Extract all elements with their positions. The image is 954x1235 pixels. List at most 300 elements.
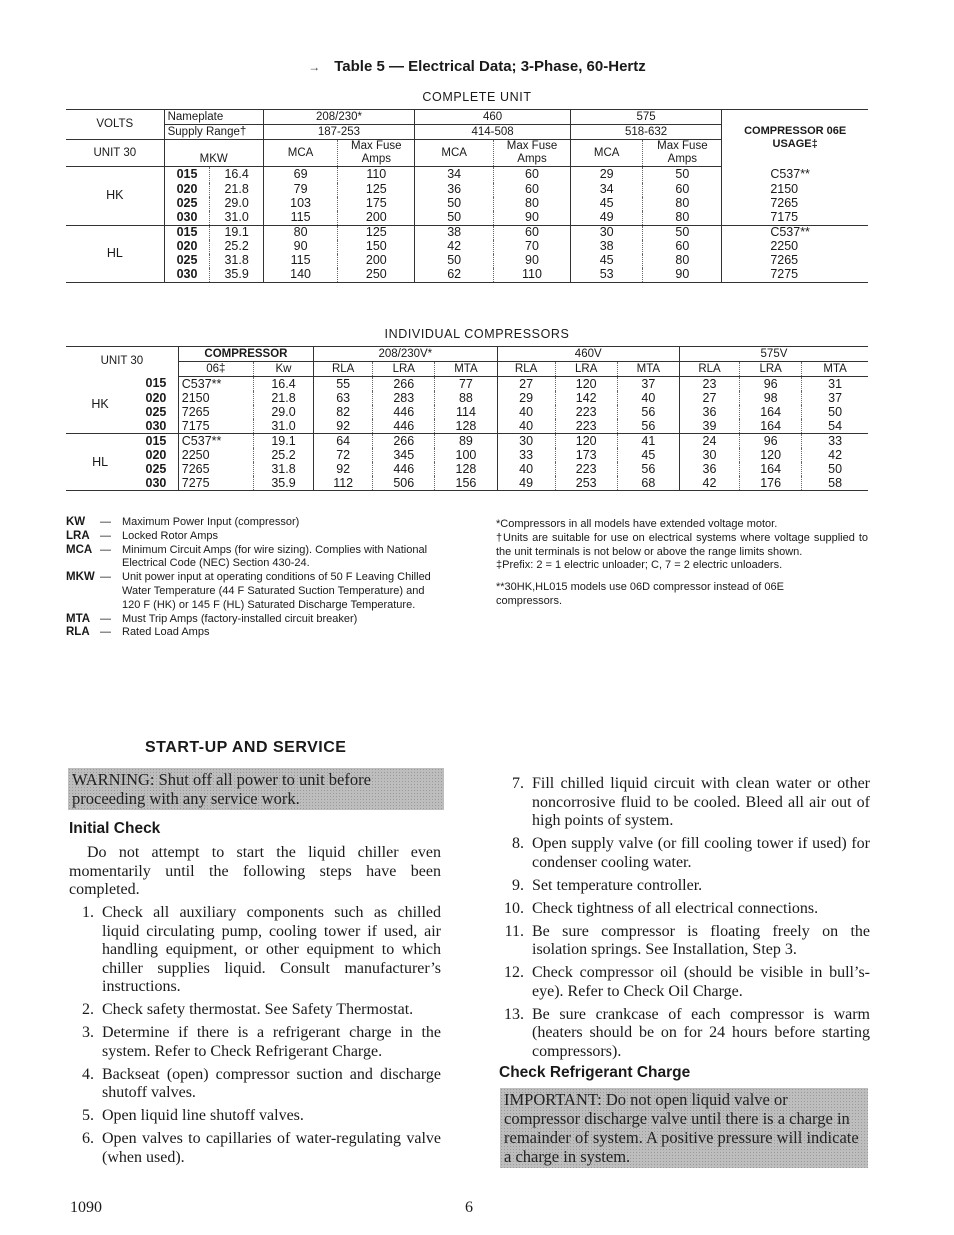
- legend-entry: [66, 626, 444, 640]
- table-row: [66, 167, 868, 183]
- voltage-575-header: 575V: [679, 347, 868, 362]
- table-cell: 223: [555, 419, 617, 434]
- document-number: 1090: [70, 1199, 102, 1216]
- legend-dash: —: [100, 529, 111, 542]
- table-cell: 37: [617, 377, 679, 392]
- table-cell: 164: [740, 462, 802, 476]
- table-cell: 25.2: [210, 240, 263, 254]
- unit-size-cell: 020: [145, 448, 167, 462]
- table-cell: 120: [555, 377, 617, 392]
- step-number: 12.: [504, 964, 524, 981]
- table-cell: 114: [435, 405, 497, 419]
- unit-size-cell: 020: [164, 183, 210, 197]
- range-v1: 187-253: [263, 125, 414, 140]
- step-number: 8.: [512, 835, 524, 852]
- table-row: [66, 476, 868, 491]
- table-cell: 63: [314, 391, 373, 405]
- legend-key: RLA: [66, 626, 90, 639]
- revision-arrow-icon: →: [308, 60, 321, 74]
- table-cell: 125: [338, 183, 415, 197]
- table-cell: 56: [617, 462, 679, 476]
- individual-compressors-caption: INDIVIDUAL COMPRESSORS: [384, 327, 570, 341]
- table-cell: 115: [263, 211, 338, 226]
- legend-dash: —: [100, 543, 111, 556]
- table-cell: 142: [555, 391, 617, 405]
- mta-header-1: MTA: [435, 362, 497, 377]
- legend-value: Must Trip Amps (factory-installed circuit breaker): [122, 612, 358, 625]
- supply-range-label: Supply Range†: [164, 125, 263, 140]
- table-cell: 24: [679, 434, 739, 449]
- table-cell: 29.0: [253, 405, 313, 419]
- voltage-208-header: 208/230V*: [314, 347, 497, 362]
- compressor-usage-header: COMPRESSOR 06E USAGE‡: [722, 110, 868, 167]
- table-cell: 16.4: [210, 167, 263, 183]
- table-cell: 50: [643, 225, 722, 240]
- table-cell: 23: [679, 377, 739, 392]
- step-item: [494, 964, 870, 1001]
- nameplate-v1: 208/230*: [263, 110, 414, 125]
- table-cell: 266: [373, 434, 435, 449]
- table-title-text: Table 5 — Electrical Data; 3-Phase, 60-Hertz: [334, 58, 646, 75]
- table-cell: 7175: [722, 211, 868, 226]
- rla-header-3: RLA: [679, 362, 739, 377]
- table-cell: 446: [373, 405, 435, 419]
- table-cell: 150: [338, 240, 415, 254]
- table-cell: 60: [494, 183, 571, 197]
- table-cell: 223: [555, 405, 617, 419]
- table-cell: 80: [643, 197, 722, 211]
- table-cell: 140: [263, 268, 338, 283]
- table-cell: 29: [570, 167, 643, 183]
- table-cell: 112: [314, 476, 373, 491]
- mta-header-2: MTA: [617, 362, 679, 377]
- table-cell: 176: [740, 476, 802, 491]
- table-cell: 164: [740, 419, 802, 434]
- table-cell: 40: [497, 419, 555, 434]
- table-cell: 42: [802, 448, 868, 462]
- step-item: [494, 900, 870, 919]
- nameplate-label: Nameplate: [164, 110, 263, 125]
- unit-size-cell: 015: [164, 167, 210, 183]
- section-heading: START-UP AND SERVICE: [145, 739, 347, 756]
- table-cell: 250: [338, 268, 415, 283]
- complete-unit-table: [66, 109, 868, 283]
- table-cell: 506: [373, 476, 435, 491]
- step-text: Open supply valve (or fill cooling tower if used) for condenser cooling water.: [532, 835, 870, 871]
- step-text: Open liquid line shutoff valves.: [102, 1107, 304, 1124]
- table-cell: 77: [435, 377, 497, 392]
- table-cell: 50: [415, 197, 494, 211]
- table-cell: 42: [679, 476, 739, 491]
- table-cell: 90: [263, 240, 338, 254]
- table-cell: 29.0: [210, 197, 263, 211]
- table-row: [66, 377, 868, 392]
- table-cell: 33: [802, 434, 868, 449]
- table-cell: 19.1: [210, 225, 263, 240]
- legend-entry: [66, 530, 444, 544]
- table-cell: 34: [415, 167, 494, 183]
- footnote-star: *Compressors in all models have extended voltage motor.: [496, 518, 778, 530]
- table-cell: 80: [494, 197, 571, 211]
- step-item: [494, 775, 870, 831]
- step-number: 13.: [504, 1005, 524, 1023]
- legend-key: KW: [66, 516, 86, 528]
- unit-group-label: HL: [66, 434, 134, 491]
- table-row: [66, 268, 868, 283]
- unit-size-cell: 025: [164, 197, 210, 211]
- mkw-label: MKW: [164, 140, 263, 167]
- table-cell: 7275: [722, 268, 868, 283]
- table-cell: 30: [497, 434, 555, 449]
- step-number: 5.: [82, 1107, 94, 1124]
- lra-header-1: LRA: [373, 362, 435, 377]
- footnote-double-star: **30HK,HL015 models use 06D compressor instead of 06E compressors.: [496, 581, 784, 607]
- unit-size-cell: 030: [134, 419, 178, 434]
- table-cell: 41: [617, 434, 679, 449]
- step-text: Check all auxiliary components such as chilled liquid circulating pump, cooling tower if used, air handling equipment, or other equipment to which chiller supplies liquid. Consult manufacturer’s instructions.: [102, 904, 441, 995]
- legend-value: Maximum Power Input (compressor): [122, 516, 300, 528]
- table-cell: 7265: [178, 405, 253, 419]
- table-cell: C537**: [722, 225, 868, 240]
- table-row: [66, 225, 868, 240]
- table-cell: 80: [263, 225, 338, 240]
- step-number: 7.: [512, 775, 524, 792]
- table-cell: 27: [497, 377, 555, 392]
- step-item: [494, 877, 870, 896]
- table-cell: 19.1: [253, 434, 313, 449]
- table-cell: 345: [373, 448, 435, 462]
- unit-size-cell: 015: [145, 433, 167, 448]
- table-cell: 50: [802, 405, 868, 419]
- step-number: 2.: [82, 1001, 94, 1018]
- table-cell: C537**: [178, 434, 253, 449]
- unit-size-cell: 015: [145, 376, 167, 391]
- table-cell: 64: [314, 434, 373, 449]
- mca-header-1: MCA: [263, 140, 338, 167]
- table-cell: 7175: [178, 419, 253, 434]
- step-text: Check tightness of all electrical connections.: [532, 899, 819, 917]
- table-cell: 40: [497, 405, 555, 419]
- legend-value: Locked Rotor Amps: [122, 529, 218, 542]
- table-cell: 283: [373, 391, 435, 405]
- step-text: Check compressor oil (should be visible in bull’s-eye). Refer to Check Oil Charge.: [532, 964, 870, 1000]
- initial-check-intro: Do not attempt to start the liquid chiller even momentarily until the following steps have been completed.: [69, 844, 441, 898]
- table-cell: 50: [802, 462, 868, 476]
- table-row: [66, 391, 868, 405]
- unit-group-label: HK: [66, 167, 164, 226]
- lra-header-3: LRA: [740, 362, 802, 377]
- table-cell: 2250: [722, 240, 868, 254]
- maxfuse-header-1: Max Fuse Amps: [338, 140, 415, 167]
- table-footnotes: [496, 518, 868, 609]
- table-cell: 68: [617, 476, 679, 491]
- step-item: [494, 1006, 870, 1062]
- step-text: Determine if there is a refrigerant charge in the system. Refer to Check Refrigerant Charge.: [102, 1024, 441, 1060]
- table-cell: 82: [314, 405, 373, 419]
- step-number: 10.: [504, 899, 524, 917]
- table-cell: 120: [555, 434, 617, 449]
- table-cell: 2250: [178, 448, 253, 462]
- table-cell: 27: [679, 391, 739, 405]
- step-text: Be sure crankcase of each compressor is warm (heaters should be on for 24 hours before starting compressors).: [532, 1005, 870, 1060]
- table-cell: 79: [263, 183, 338, 197]
- table-cell: 54: [802, 419, 868, 434]
- table-cell: 21.8: [253, 391, 313, 405]
- table-cell: 49: [497, 476, 555, 491]
- table-cell: 30: [570, 225, 643, 240]
- unit-size-cell: 020: [164, 240, 210, 254]
- legend-key: MKW: [66, 571, 95, 584]
- table-cell: 50: [415, 211, 494, 226]
- table-cell: 92: [314, 419, 373, 434]
- table-cell: 50: [415, 254, 494, 268]
- table-cell: 446: [373, 462, 435, 476]
- table-cell: 90: [643, 268, 722, 283]
- table-row: [66, 197, 868, 211]
- step-item: [64, 1130, 441, 1167]
- table-cell: 120: [740, 448, 802, 462]
- rla-header-2: RLA: [497, 362, 555, 377]
- table-cell: 2150: [178, 391, 253, 405]
- legend-key: LRA: [66, 529, 90, 542]
- table-cell: 29: [497, 391, 555, 405]
- unit-size-cell: 030: [134, 476, 178, 491]
- legend-key: MCA: [66, 543, 93, 556]
- footnote-double-dagger: ‡Prefix: 2 = 1 electric unloader; C, 7 = 2 electric unloaders.: [496, 559, 783, 572]
- check-refrigerant-heading: Check Refrigerant Charge: [499, 1064, 691, 1081]
- table-cell: 80: [643, 254, 722, 268]
- table-cell: 2150: [722, 183, 868, 197]
- table-cell: 25.2: [253, 448, 313, 462]
- table-cell: 80: [643, 211, 722, 226]
- table-cell: 103: [263, 197, 338, 211]
- table-cell: 7265: [722, 254, 868, 268]
- unit-group-label: HL: [66, 225, 164, 282]
- table-cell: 58: [802, 476, 868, 491]
- table-cell: 45: [617, 448, 679, 462]
- unit-size-cell: 025: [145, 462, 167, 476]
- table-row: [66, 254, 868, 268]
- table-cell: 7265: [178, 462, 253, 476]
- legend-value: Rated Load Amps: [122, 626, 210, 639]
- legend-value: Unit power input at operating conditions of 50 F Leaving Chilled Water Temperature (44 F Saturated Suction Temperature) and 120 F (HK) or 145 F (HL) Saturated Discharge Temperature.: [122, 571, 431, 611]
- table-row: [66, 434, 868, 449]
- table-cell: 7275: [178, 476, 253, 491]
- table-row: [66, 240, 868, 254]
- table-cell: 30: [679, 448, 739, 462]
- step-item: [494, 923, 870, 960]
- table-cell: 128: [435, 462, 497, 476]
- table-cell: 36: [679, 405, 739, 419]
- table-cell: 90: [494, 254, 571, 268]
- legend-entry: [66, 544, 444, 572]
- step-number: 4.: [82, 1065, 94, 1083]
- table-cell: 62: [415, 268, 494, 283]
- step-number: 6.: [82, 1130, 94, 1147]
- legend-value: Minimum Circuit Amps (for wire sizing). Complies with National Electrical Code (NEC) Section 430-24.: [122, 543, 428, 570]
- table-cell: 100: [435, 448, 497, 462]
- table-cell: 38: [570, 240, 643, 254]
- table-row: [66, 405, 868, 419]
- step-text: Fill chilled liquid circuit with clean water or other noncorrosive fluid to be cooled. Bleed all air out of high points of system.: [532, 775, 870, 829]
- voltage-460-header: 460V: [497, 347, 679, 362]
- table-cell: 38: [415, 225, 494, 240]
- table-cell: 200: [338, 254, 415, 268]
- legend-key: MTA: [66, 612, 91, 625]
- step-number: 3.: [82, 1024, 94, 1041]
- compressor-header: COMPRESSOR: [178, 347, 313, 362]
- volts-label: VOLTS: [66, 110, 164, 140]
- table-cell: 7265: [722, 197, 868, 211]
- table-cell: 34: [570, 183, 643, 197]
- steps-list-left: [64, 904, 441, 1172]
- table-cell: 156: [435, 476, 497, 491]
- range-v2: 414-508: [415, 125, 571, 140]
- unit-size-cell: 025: [164, 254, 210, 268]
- unit-size-cell: 015: [164, 225, 210, 240]
- step-number: 9.: [512, 876, 524, 894]
- table-title: [0, 58, 954, 75]
- table-cell: 90: [494, 211, 571, 226]
- table-cell: 60: [494, 225, 571, 240]
- step-item: [494, 835, 870, 872]
- table-cell: 50: [643, 167, 722, 183]
- table-cell: 60: [643, 240, 722, 254]
- table-cell: 31.8: [253, 462, 313, 476]
- table-cell: 31.0: [210, 211, 263, 226]
- table-cell: 35.9: [210, 268, 263, 283]
- table-cell: 253: [555, 476, 617, 491]
- table-row: [66, 448, 868, 462]
- table-row: [66, 462, 868, 476]
- nameplate-v3: 575: [570, 110, 721, 125]
- unit-label-2: UNIT 30: [66, 347, 178, 377]
- step-text: Open valves to capillaries of water-regulating valve (when used).: [102, 1130, 441, 1166]
- table-cell: 96: [740, 377, 802, 392]
- complete-unit-caption: COMPLETE UNIT: [422, 90, 532, 104]
- table-cell: 40: [617, 391, 679, 405]
- table-cell: 56: [617, 405, 679, 419]
- table-cell: 72: [314, 448, 373, 462]
- nameplate-v2: 460: [415, 110, 571, 125]
- legend-dash: —: [100, 516, 111, 528]
- table-cell: C537**: [178, 377, 253, 392]
- page-number: 6: [465, 1199, 473, 1216]
- step-number: 11.: [504, 922, 524, 940]
- table-cell: 266: [373, 377, 435, 392]
- table-cell: 60: [643, 183, 722, 197]
- lra-header-2: LRA: [555, 362, 617, 377]
- unit-size-cell: 030: [164, 268, 210, 283]
- step-item: [64, 1001, 441, 1020]
- table-cell: 21.8: [210, 183, 263, 197]
- step-item: [64, 1024, 441, 1061]
- table-cell: 110: [494, 268, 571, 283]
- table-row: [66, 419, 868, 434]
- table-cell: 110: [338, 167, 415, 183]
- unit-size-cell: 025: [145, 405, 167, 419]
- table-cell: 37: [802, 391, 868, 405]
- step-item: [64, 904, 441, 997]
- table-cell: 42: [415, 240, 494, 254]
- step-text: Be sure compressor is floating freely on the isolation springs. See Installation, Step 3.: [532, 922, 870, 958]
- table-cell: 200: [338, 211, 415, 226]
- unit-label: UNIT 30: [66, 140, 164, 167]
- table-cell: 31: [802, 377, 868, 392]
- table-cell: 128: [435, 419, 497, 434]
- footnote-dagger: †Units are suitable for use on electrical systems where voltage supplied to the unit terminals is not below or above the range limits shown.: [496, 531, 868, 558]
- steps-list-right: [494, 775, 870, 1066]
- abbreviation-legend: [66, 516, 444, 640]
- table-cell: 98: [740, 391, 802, 405]
- mca-header-3: MCA: [570, 140, 643, 167]
- unit-size-cell: 030: [164, 211, 210, 226]
- table-cell: 164: [740, 405, 802, 419]
- table-cell: 16.4: [253, 377, 313, 392]
- table-cell: 60: [494, 167, 571, 183]
- table-cell: 69: [263, 167, 338, 183]
- mta-header-3: MTA: [802, 362, 868, 377]
- table-cell: 175: [338, 197, 415, 211]
- step-text: Backseat (open) compressor suction and discharge shutoff valves.: [102, 1065, 441, 1101]
- legend-entry: [66, 571, 444, 612]
- table-cell: 96: [740, 434, 802, 449]
- table-cell: 56: [617, 419, 679, 434]
- table-cell: 88: [435, 391, 497, 405]
- unit-size-cell: 020: [145, 391, 167, 405]
- col-kw-header: Kw: [253, 362, 313, 377]
- maxfuse-header-3: Max Fuse Amps: [643, 140, 722, 167]
- table-cell: 89: [435, 434, 497, 449]
- table-cell: 40: [497, 462, 555, 476]
- table-cell: 53: [570, 268, 643, 283]
- legend-dash: —: [100, 571, 111, 584]
- maxfuse-header-2: Max Fuse Amps: [494, 140, 571, 167]
- table-cell: 125: [338, 225, 415, 240]
- table-cell: 45: [570, 254, 643, 268]
- table-cell: 35.9: [253, 476, 313, 491]
- table-cell: 36: [679, 462, 739, 476]
- table-cell: 45: [570, 197, 643, 211]
- initial-check-heading: Initial Check: [69, 820, 161, 837]
- rla-header-1: RLA: [314, 362, 373, 377]
- range-v3: 518-632: [570, 125, 721, 140]
- step-item: [64, 1066, 441, 1103]
- table-cell: 223: [555, 462, 617, 476]
- table-cell: 173: [555, 448, 617, 462]
- unit-group-label: HK: [66, 377, 134, 434]
- table-row: [66, 183, 868, 197]
- table-row: [66, 211, 868, 226]
- legend-dash: —: [100, 626, 111, 639]
- table-cell: 33: [497, 448, 555, 462]
- table-cell: 36: [415, 183, 494, 197]
- mca-header-2: MCA: [415, 140, 494, 167]
- table-cell: 49: [570, 211, 643, 226]
- legend-entry: [66, 516, 444, 530]
- table-cell: 70: [494, 240, 571, 254]
- legend-entry: [66, 613, 444, 627]
- table-cell: 31.8: [210, 254, 263, 268]
- table-cell: 115: [263, 254, 338, 268]
- individual-compressors-table: [66, 346, 868, 491]
- warning-box: WARNING: Shut off all power to unit before proceeding with any service work.: [68, 768, 444, 810]
- table-cell: 39: [679, 419, 739, 434]
- table-cell: C537**: [722, 167, 868, 183]
- col-06-header: 06‡: [178, 362, 253, 377]
- step-text: Check safety thermostat. See Safety Thermostat.: [102, 1001, 414, 1018]
- legend-dash: —: [100, 612, 111, 625]
